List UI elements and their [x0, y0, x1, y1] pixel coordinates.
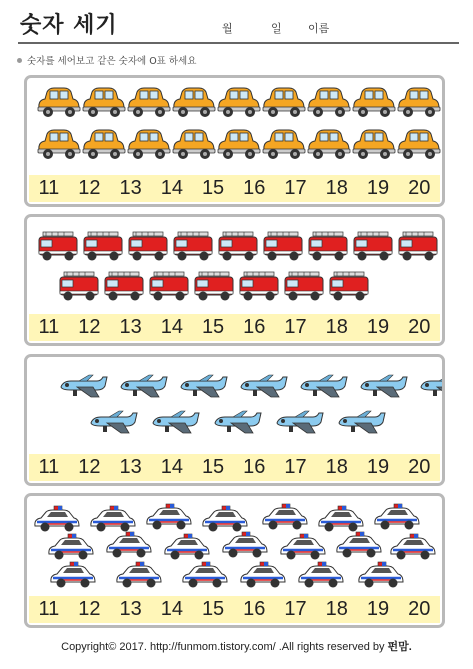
- airplane-icon: [121, 375, 167, 397]
- number-choice[interactable]: 14: [160, 316, 183, 338]
- taxi-icon: [308, 130, 350, 159]
- number-choice[interactable]: 12: [78, 598, 101, 620]
- fire-truck-icon: [219, 232, 257, 261]
- counting-panel-taxi: [24, 75, 445, 207]
- taxi-icon: [128, 88, 170, 117]
- taxi-picture-group: [27, 78, 442, 176]
- number-choice[interactable]: 13: [119, 316, 142, 338]
- number-choices-airplane: [29, 454, 440, 481]
- header-divider: [18, 42, 459, 44]
- police-car-icon: [241, 562, 285, 588]
- number-choice[interactable]: 15: [201, 177, 225, 199]
- fire-truck-icon: [354, 232, 392, 261]
- bullet-icon: [17, 58, 22, 63]
- fire-truck-icon: [84, 232, 122, 261]
- fire-truck-icon: [285, 272, 323, 301]
- instruction: [17, 53, 196, 67]
- fire-truck-icon: [195, 272, 233, 301]
- fire-truck-icon: [105, 272, 143, 301]
- worksheet-header: [0, 0, 473, 46]
- fire-truck-picture-group: [27, 217, 442, 315]
- taxi-icon: [353, 130, 395, 159]
- number-choice[interactable]: 15: [201, 598, 225, 620]
- number-choice[interactable]: 13: [119, 177, 142, 199]
- number-choice[interactable]: 17: [284, 456, 307, 478]
- number-choice[interactable]: 18: [325, 316, 348, 338]
- taxi-icon: [398, 88, 440, 117]
- police-car-icon: [375, 504, 419, 530]
- number-choice[interactable]: 15: [201, 456, 225, 478]
- taxi-icon: [83, 88, 125, 117]
- number-choices-fire-truck: [29, 314, 440, 341]
- instruction-text: 숫자를 세어보고 같은 숫자에 O표 하세요: [27, 56, 197, 67]
- taxi-icon: [308, 88, 350, 117]
- taxi-icon: [218, 130, 260, 159]
- counting-panel-airplane: [24, 354, 445, 486]
- copyright-footer: [0, 638, 473, 654]
- fire-truck-icon: [264, 232, 302, 261]
- police-car-icon: [35, 506, 79, 532]
- number-choice[interactable]: 12: [78, 456, 101, 478]
- airplane-icon: [301, 375, 347, 397]
- number-choice[interactable]: 14: [160, 456, 183, 478]
- police-car-icon: [319, 506, 363, 532]
- number-choice[interactable]: 18: [325, 177, 348, 199]
- number-choice[interactable]: 16: [243, 316, 266, 338]
- airplane-icon: [241, 375, 287, 397]
- number-choice[interactable]: 17: [284, 598, 307, 620]
- taxi-icon: [263, 130, 305, 159]
- police-car-icon: [165, 534, 209, 560]
- number-choice[interactable]: 12: [78, 177, 101, 199]
- copyright-author: 펀맘.: [387, 641, 412, 653]
- number-choice[interactable]: 12: [78, 316, 101, 338]
- number-choice[interactable]: 13: [119, 598, 142, 620]
- taxi-icon: [218, 88, 260, 117]
- number-choice[interactable]: 20: [408, 316, 431, 338]
- airplane-icon: [91, 411, 137, 433]
- police-car-icon: [91, 506, 135, 532]
- airplane-icon: [421, 375, 442, 397]
- police-car-icon: [49, 534, 93, 560]
- number-choice[interactable]: 18: [325, 598, 348, 620]
- fire-truck-icon: [330, 272, 368, 301]
- number-choice[interactable]: 14: [160, 598, 183, 620]
- number-choices-taxi: [29, 175, 440, 202]
- fire-truck-icon: [129, 232, 167, 261]
- number-choice[interactable]: 16: [243, 598, 266, 620]
- taxi-icon: [353, 88, 395, 117]
- police-car-icon: [51, 562, 95, 588]
- fire-truck-icon: [174, 232, 212, 261]
- police-car-icon: [203, 506, 247, 532]
- number-choice[interactable]: 11: [38, 598, 60, 620]
- police-car-icon: [183, 562, 227, 588]
- taxi-icon: [173, 130, 215, 159]
- airplane-picture-group: [27, 357, 442, 455]
- worksheet-title: 숫자 세기: [20, 13, 118, 38]
- police-car-icon: [147, 504, 191, 530]
- airplane-icon: [153, 411, 199, 433]
- police-car-picture-group: [27, 496, 442, 597]
- police-car-icon: [107, 532, 151, 558]
- number-choice[interactable]: 18: [325, 456, 348, 478]
- number-choice[interactable]: 17: [284, 316, 307, 338]
- counting-panel-fire-truck: [24, 214, 445, 346]
- taxi-icon: [128, 130, 170, 159]
- number-choice[interactable]: 13: [119, 456, 142, 478]
- taxi-icon: [38, 88, 80, 117]
- name-label: 이름: [308, 22, 330, 35]
- number-choice[interactable]: 19: [366, 316, 390, 338]
- number-choice[interactable]: 17: [284, 177, 307, 199]
- number-choice[interactable]: 11: [38, 177, 60, 199]
- number-choice[interactable]: 20: [408, 456, 431, 478]
- copyright-text: Copyright© 2017. http://funmom.tistory.com/ .All rights reserved by: [61, 641, 388, 653]
- taxi-icon: [173, 88, 215, 117]
- fire-truck-icon: [309, 232, 347, 261]
- fire-truck-icon: [399, 232, 437, 261]
- fire-truck-icon: [240, 272, 278, 301]
- airplane-icon: [215, 411, 261, 433]
- airplane-icon: [339, 411, 385, 433]
- taxi-icon: [398, 130, 440, 159]
- police-car-icon: [391, 534, 435, 560]
- number-choice[interactable]: 11: [38, 316, 60, 338]
- taxi-icon: [38, 130, 80, 159]
- number-choice[interactable]: 11: [38, 456, 60, 478]
- airplane-icon: [181, 375, 227, 397]
- number-choice[interactable]: 19: [366, 177, 390, 199]
- number-choice[interactable]: 16: [243, 456, 266, 478]
- number-choice[interactable]: 20: [408, 598, 431, 620]
- police-car-icon: [337, 532, 381, 558]
- number-choices-police-car: [29, 596, 440, 623]
- police-car-icon: [299, 562, 343, 588]
- airplane-icon: [277, 411, 323, 433]
- day-label: 일: [271, 22, 282, 35]
- airplane-icon: [61, 375, 107, 397]
- taxi-icon: [263, 88, 305, 117]
- police-car-icon: [281, 534, 325, 560]
- fire-truck-icon: [39, 232, 77, 261]
- month-label: 월: [222, 22, 233, 35]
- police-car-icon: [223, 532, 267, 558]
- fire-truck-icon: [150, 272, 188, 301]
- number-choice[interactable]: 14: [160, 177, 183, 199]
- police-car-icon: [117, 562, 161, 588]
- number-choice[interactable]: 19: [366, 456, 390, 478]
- police-car-icon: [263, 504, 307, 530]
- number-choice[interactable]: 20: [408, 177, 431, 199]
- number-choice[interactable]: 16: [243, 177, 266, 199]
- number-choice[interactable]: 15: [201, 316, 225, 338]
- fire-truck-icon: [60, 272, 98, 301]
- taxi-icon: [83, 130, 125, 159]
- airplane-icon: [361, 375, 407, 397]
- police-car-icon: [359, 562, 403, 588]
- counting-panel-police-car: [24, 493, 445, 628]
- number-choice[interactable]: 19: [366, 598, 390, 620]
